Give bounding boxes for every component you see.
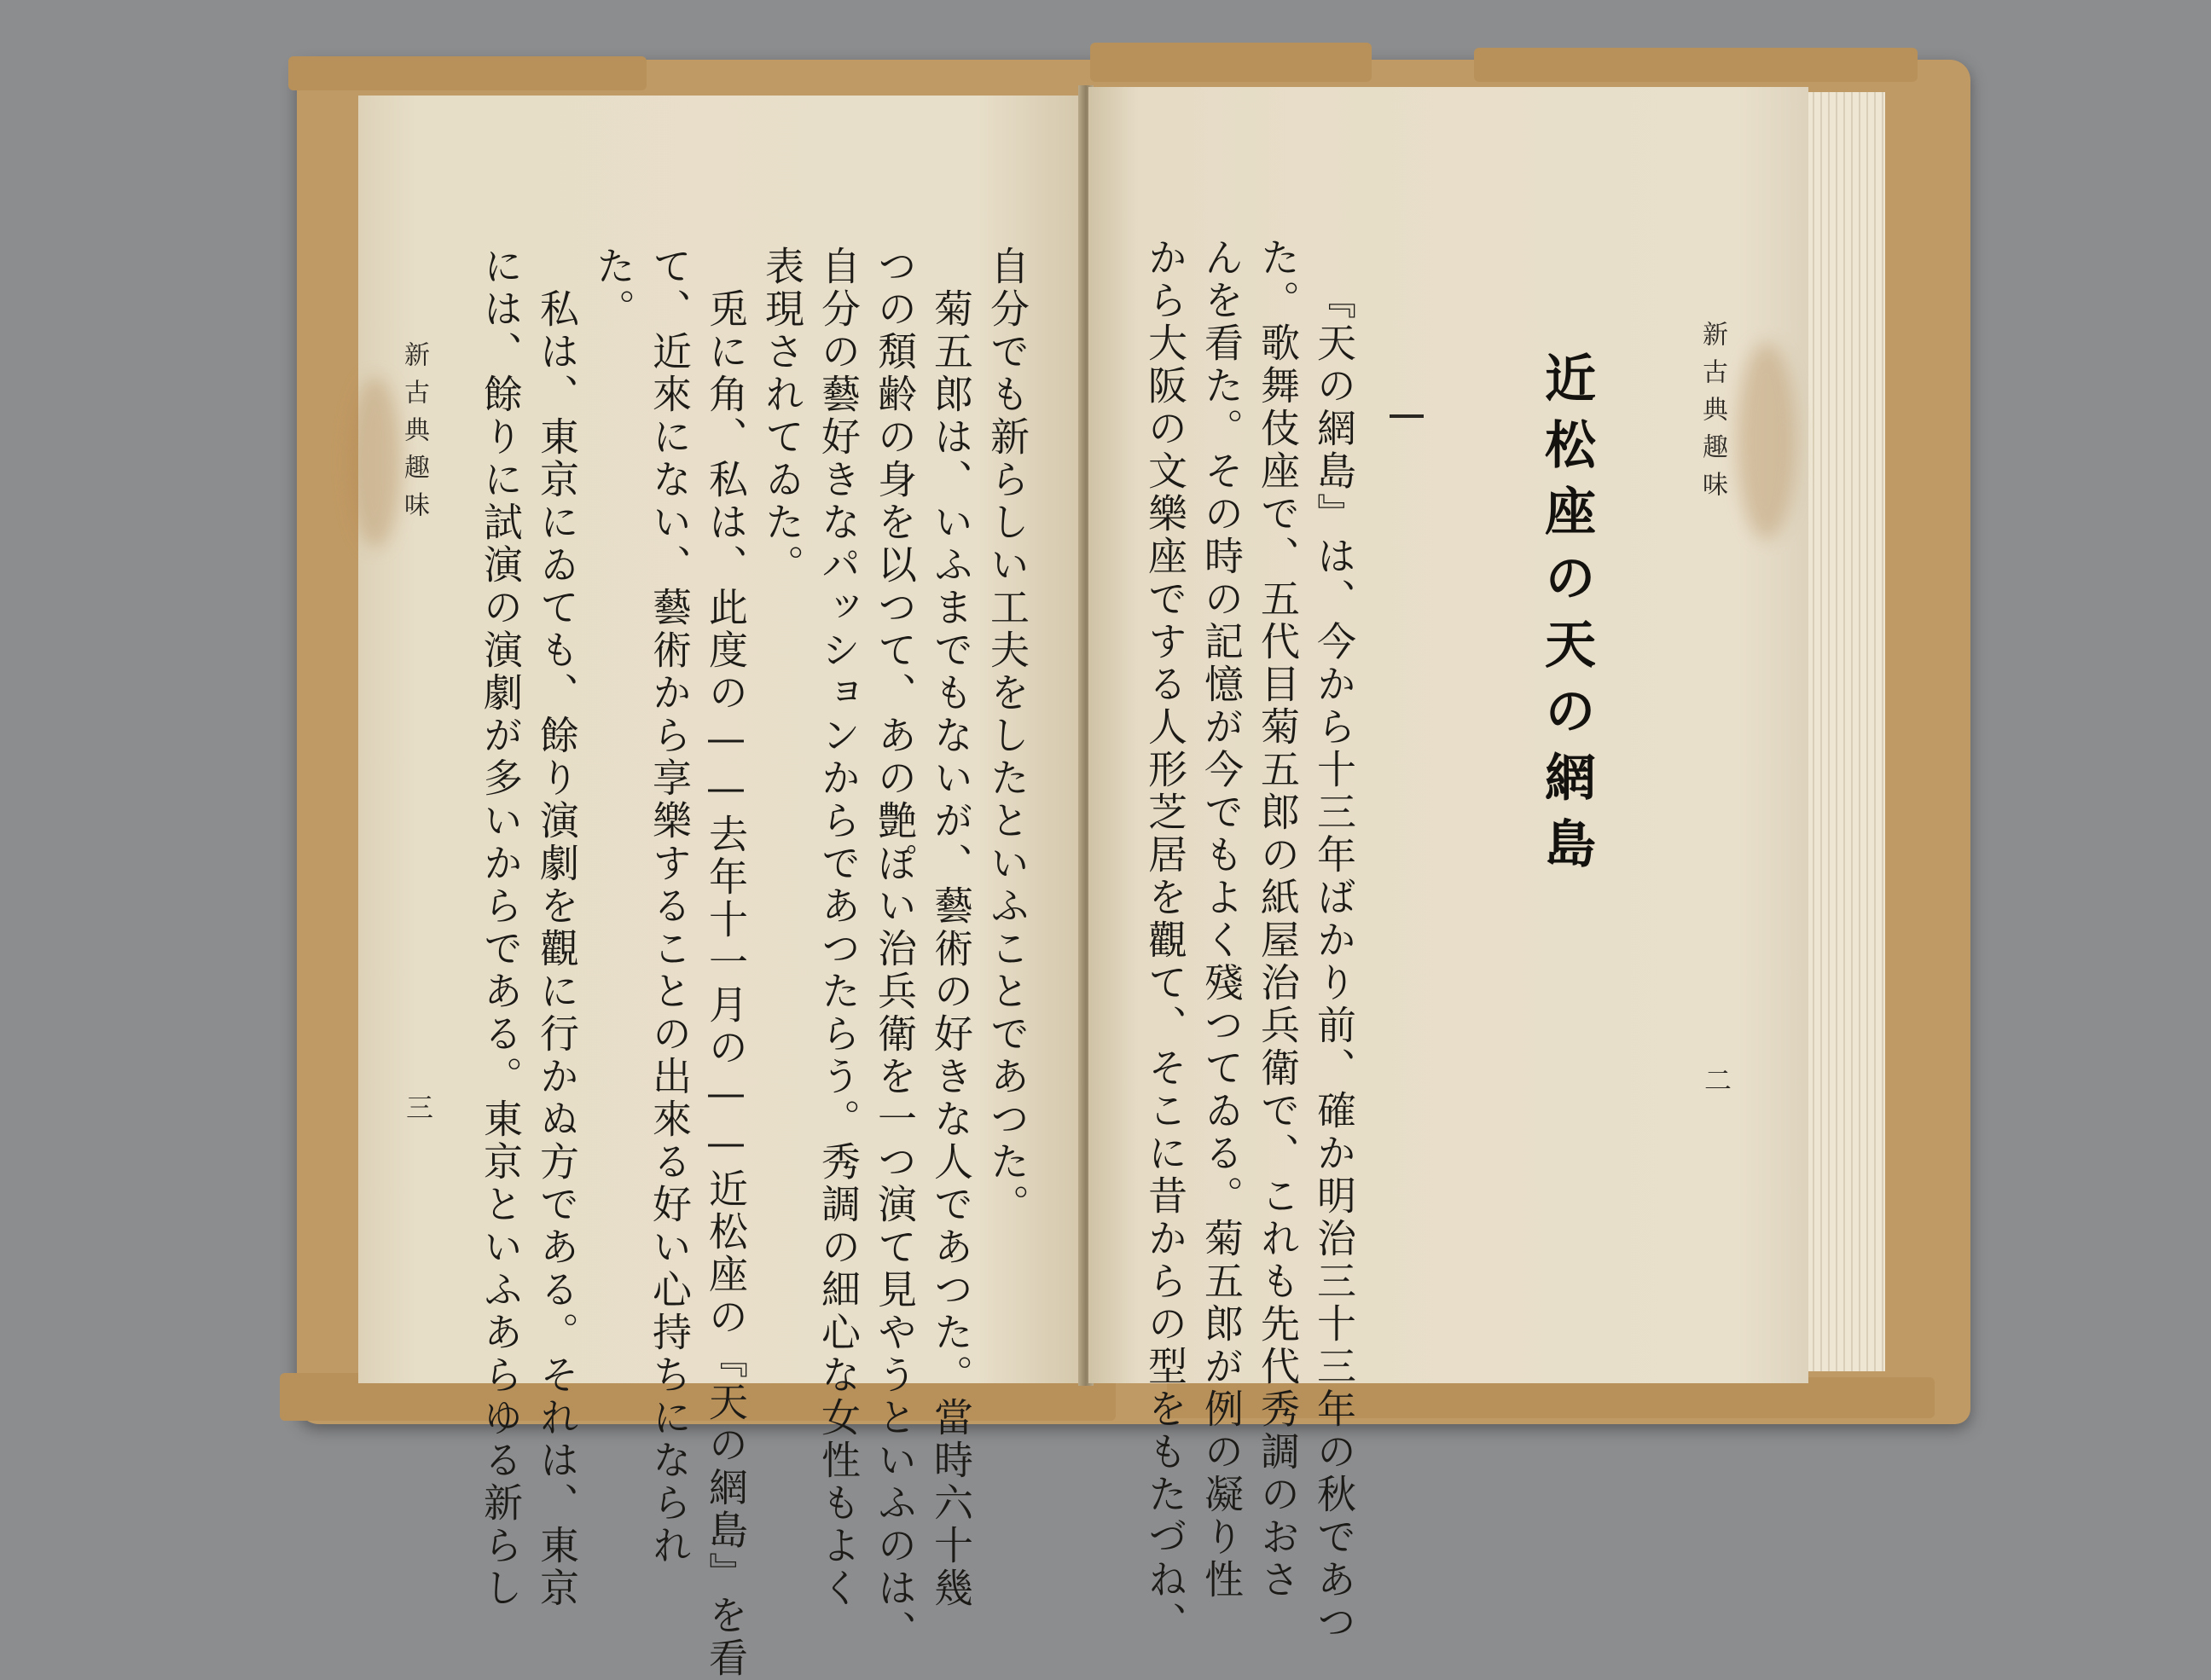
text-line: 私は、東京にゐても、餘り演劇を觀に行かぬ方である。それは、東京 — [534, 288, 580, 1610]
text-line: つの頽齢の身を以つて、あの艶ぽい治兵衛を一つ演て見やうといふのは、 — [872, 246, 918, 1653]
text-line: には、餘りに試演の演劇が多いからである。東京といふあらゆる新らし — [478, 246, 524, 1610]
running-header: 新古典趣味 — [1697, 321, 1727, 508]
torn-cover-edge — [288, 56, 647, 90]
left-page — [358, 96, 1085, 1680]
page-edges — [1807, 92, 1885, 1371]
page-number: 三 — [402, 1093, 434, 1124]
text-line: 自分の藝好きなパッションからであつたらう。秀調の細心な女性もよく — [815, 246, 862, 1610]
torn-cover-edge — [1090, 43, 1372, 82]
text-line: 菊五郎は、いふまでもないが、藝術の好きな人であつた。當時六十幾 — [928, 288, 974, 1610]
text-line: 自分でも新らしい工夫をしたといふことであつた。 — [984, 246, 1030, 1226]
right-page — [1088, 87, 1808, 1644]
text-line: て、近來にない、藝術から享樂することの出來る好い心持ちになられ — [647, 246, 693, 1567]
text-line: た。歌舞伎座で、五代目菊五郎の紙屋治兵衛で、これも先代秀調のおさ — [1255, 237, 1301, 1602]
section-mark-text — [1389, 404, 1396, 414]
torn-cover-edge — [1474, 48, 1918, 82]
text-line: んを看た。その時の記憶が今でもよく殘つてゐる。菊五郎が例の凝り性 — [1198, 237, 1245, 1602]
water-stain — [350, 377, 401, 547]
running-header: 新古典趣味 — [399, 341, 429, 529]
section-mark — [1390, 414, 1424, 418]
text-line: 表現されてゐた。 — [759, 246, 805, 587]
page-number: 二 — [1700, 1066, 1732, 1097]
chapter-title: 近松座の天の網島 — [1536, 351, 1596, 883]
text-line: から大阪の文樂座でする人形芝居を觀て、そこに昔からの型をもたづね、 — [1142, 237, 1188, 1644]
text-line: た。 — [590, 246, 636, 331]
text-line: 『天の網島』は、今から十三年ばかり前、確か明治三十三年の秋であつ — [1311, 280, 1357, 1644]
text-line: 兎に角、私は、此度の——去年十一月の——近松座の『天の網島』を看 — [703, 288, 749, 1680]
water-stain — [1737, 343, 1796, 539]
